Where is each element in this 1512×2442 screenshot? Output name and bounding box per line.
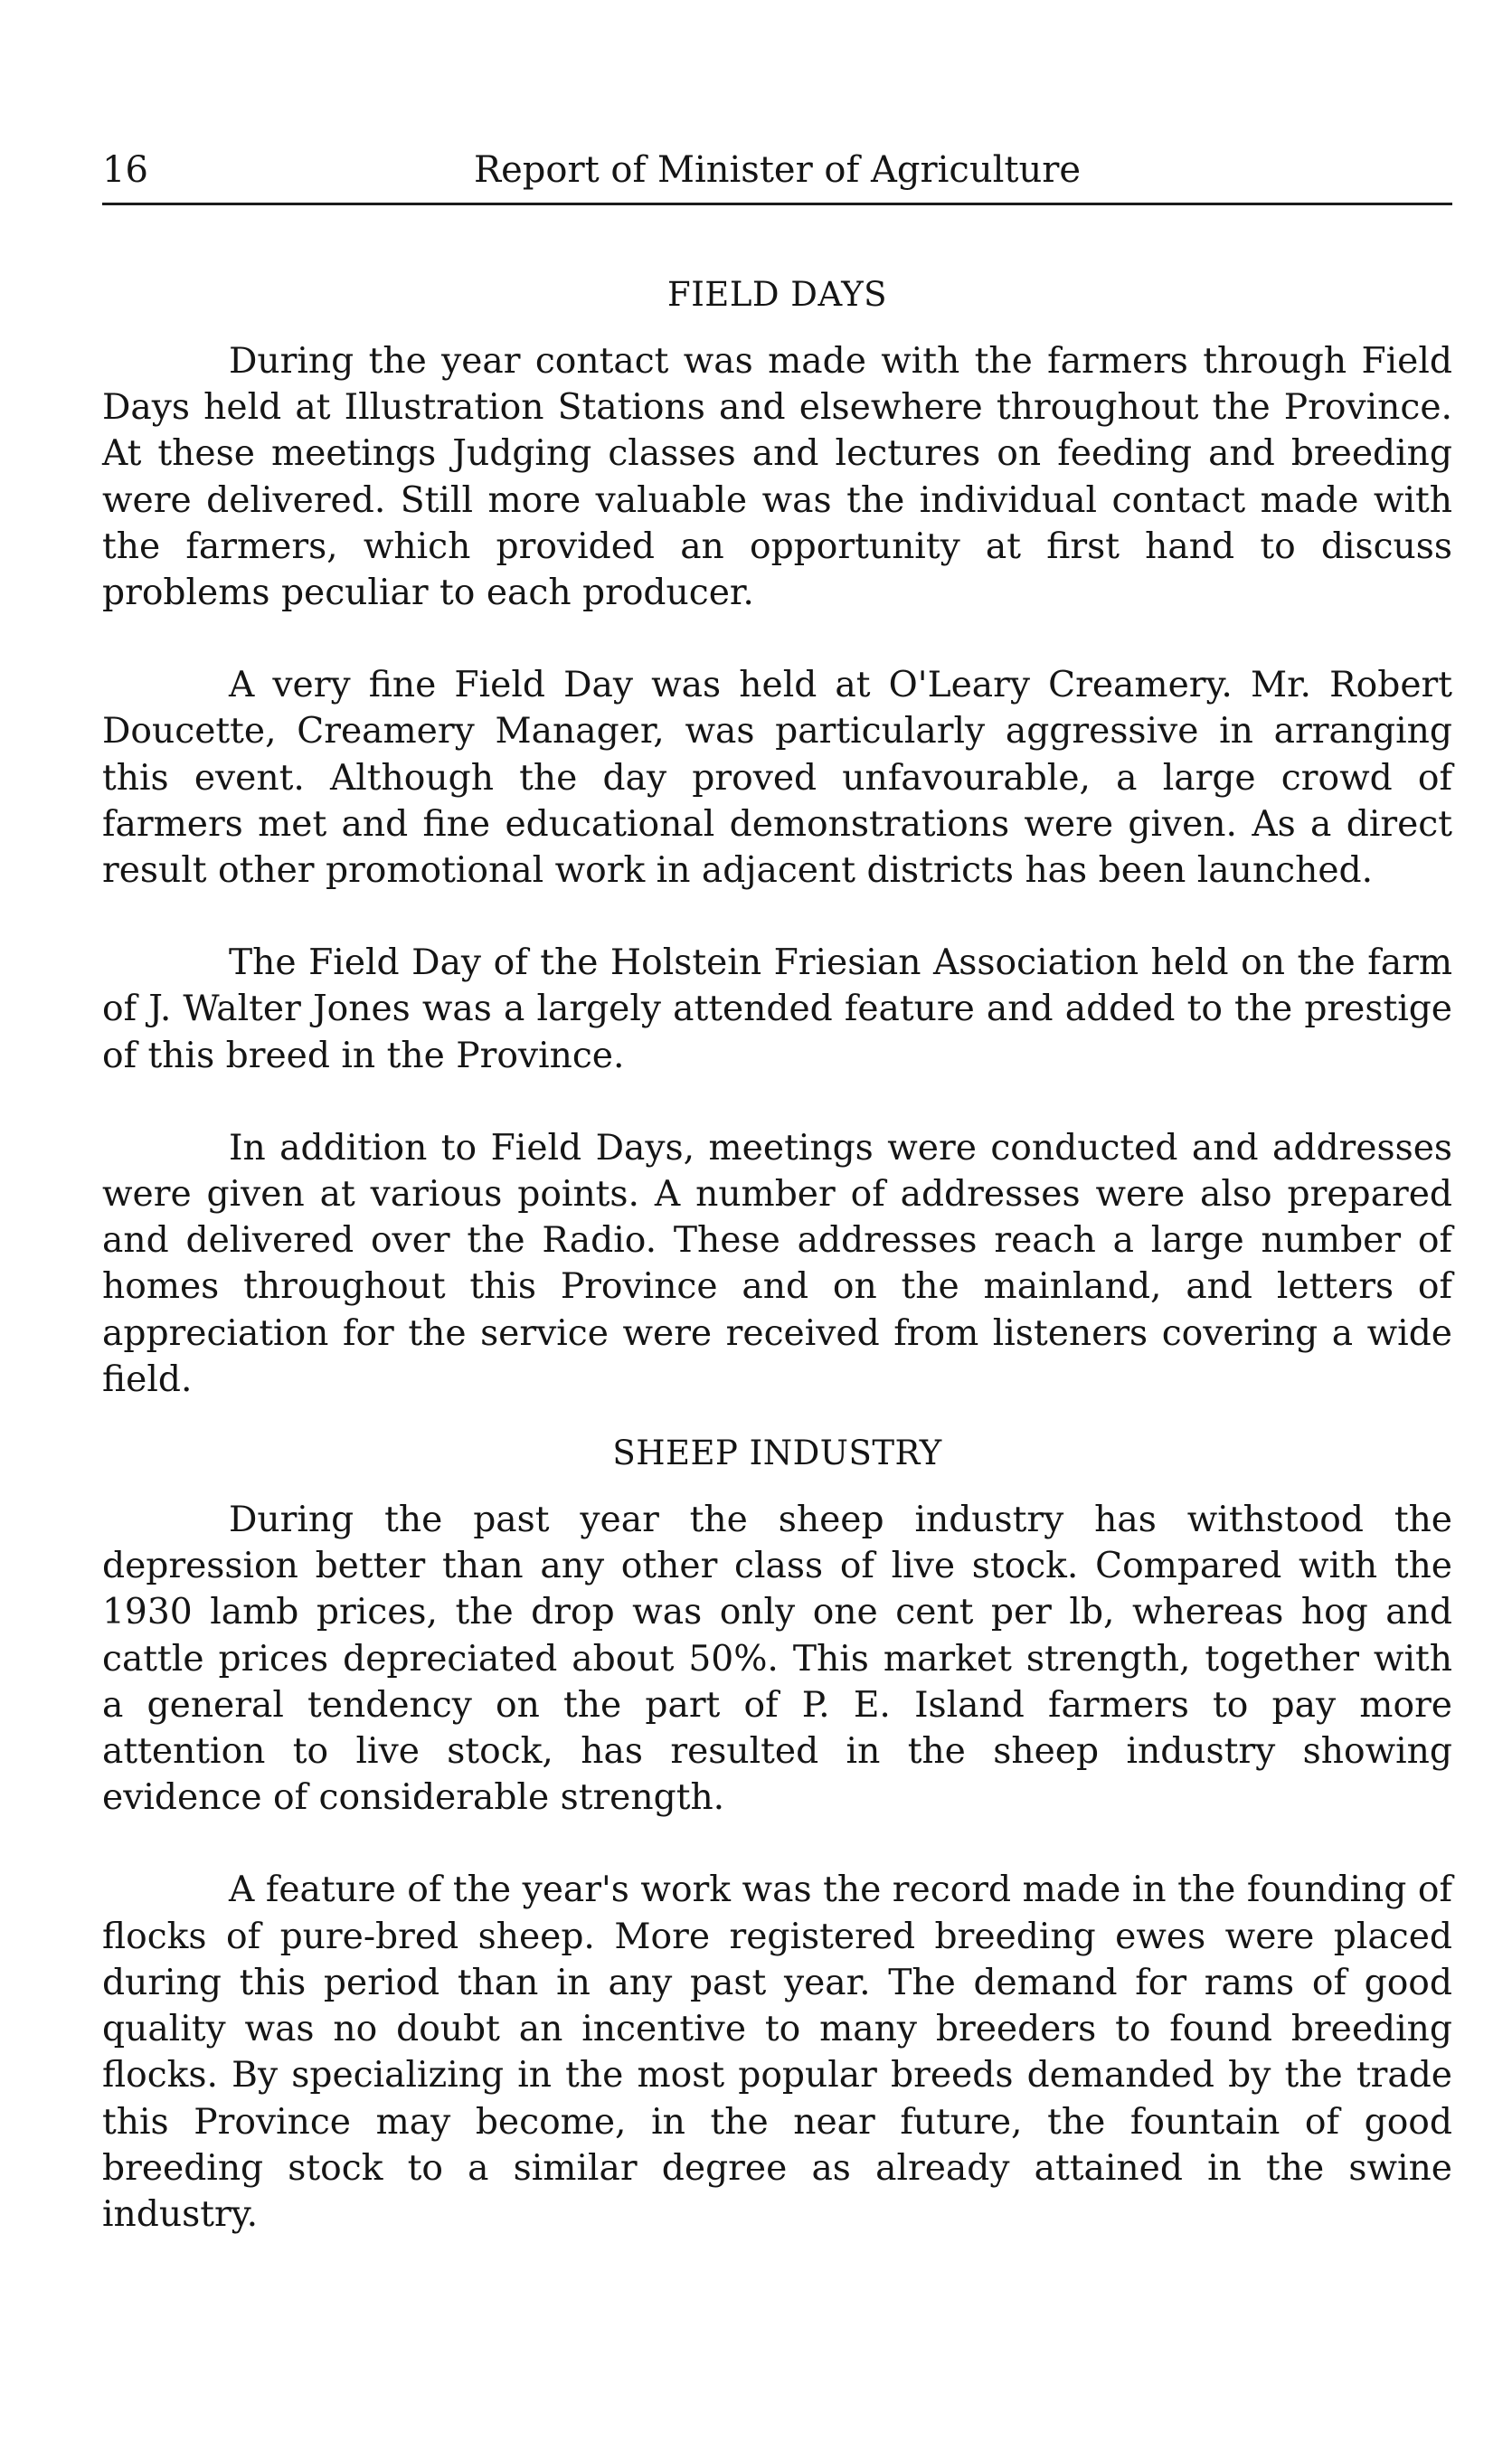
page-number: 16 (102, 149, 148, 191)
paragraph: During the past year the sheep industry has withstood the depression better than any other class of live stock. Compared with the 1930 lamb prices, the drop was only one cent per lb, whereas hog and cattle prices depreciated about 50%. This market strength, together with a general tendency on the part of P. E. Island farmers to pay more attention to live stock, has resulted in the sheep industry showing evidence of considerable strength. (102, 1500, 1452, 1819)
running-title: Report of Minister of Agriculture (474, 149, 1081, 191)
paragraph: The Field Day of the Holstein Friesian Association held on the farm of J. Walter Jones was a largely attended feature and added to the prestige of this breed in the Province. (102, 942, 1452, 1076)
running-header (102, 143, 1452, 197)
header-rule (102, 203, 1452, 205)
page-body (102, 271, 1452, 2284)
paragraph: A very fine Field Day was held at O'Leary Creamery. Mr. Robert Doucette, Creamery Manager, was particularly aggressive in arranging this event. Although the day proved unfavourable, a large crowd of farmers met and fine educational demonstrations were given. As a direct result other promotional work in adjacent districts has been launched. (102, 665, 1452, 892)
paragraph: In addition to Field Days, meetings were conducted and addresses were given at various points. A number of addresses were also prepared and delivered over the Radio. These addresses reach a large number of homes throughout this Province and on the mainland, and letters of appreciation for the service were received from listeners covering a wide field. (102, 1127, 1452, 1400)
paragraph: During the year contact was made with the farmers through Field Days held at Illustration Stations and elsewhere throughout the Province. At these meetings Judging classes and lectures on feeding and breeding were delivered. Still more valuable was the individual contact made with the farmers, which provided an opportunity at first hand to discuss problems peculiar to each producer. (102, 341, 1452, 614)
section-heading-sheep-industry: SHEEP INDUSTRY (612, 1434, 942, 1473)
paragraph: A feature of the year's work was the record made in the founding of flocks of pure-bred sheep. More registered breeding ewes were placed during this period than in any past year. The demand for rams of good quality was no doubt an incentive to many breeders to found breeding flocks. By specializing in the most popular breeds demanded by the trade this Province may become, in the near future, the fountain of good breeding stock to a similar degree as already attained in the swine industry. (102, 1869, 1452, 2235)
section-heading-field-days: FIELD DAYS (667, 275, 887, 314)
